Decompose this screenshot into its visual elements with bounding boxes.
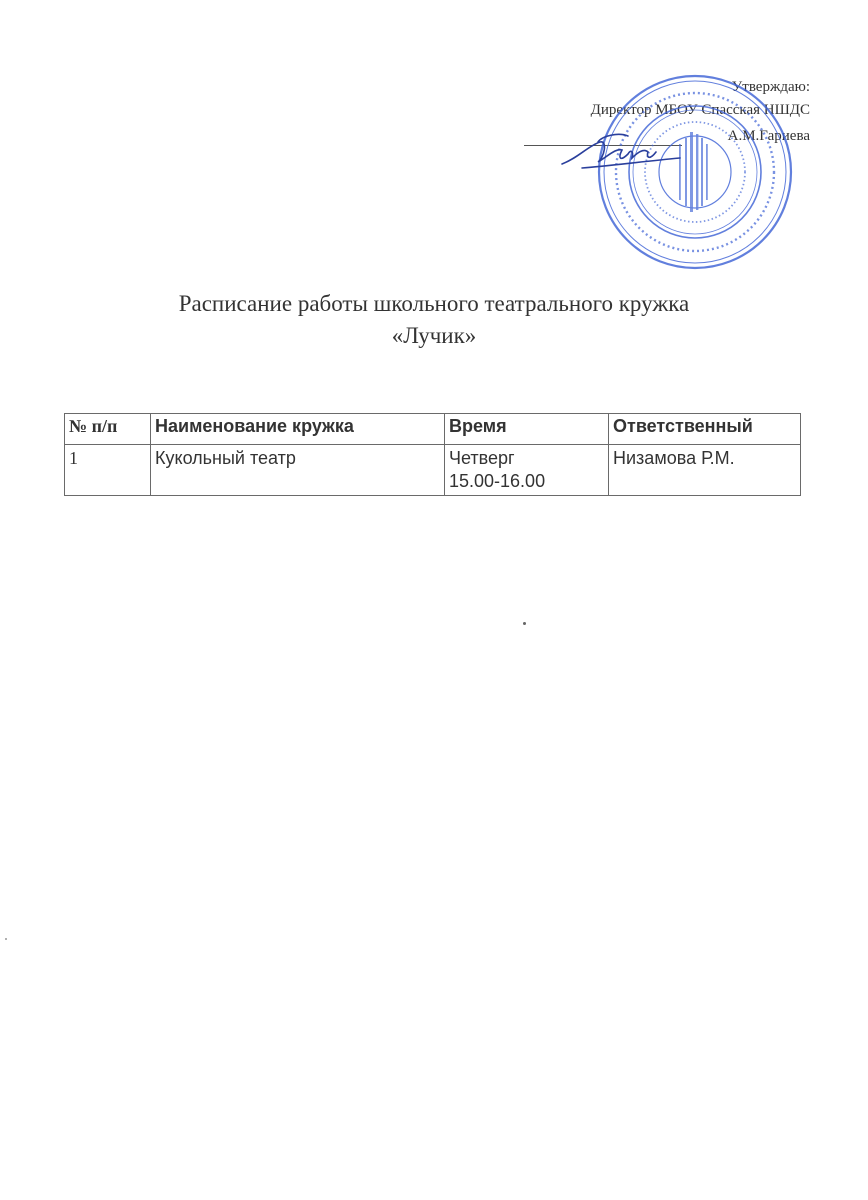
- approval-heading: Утверждаю:: [731, 79, 810, 95]
- document-title: [0, 288, 868, 352]
- cell-time-hours: 15.00-16.00: [449, 471, 546, 491]
- cell-time: [445, 445, 609, 496]
- cell-number: 1: [65, 445, 151, 496]
- stray-dot-mark: [5, 938, 7, 940]
- schedule-table: [64, 413, 801, 496]
- approval-position: Директор МБОУ Спасская НШДС: [590, 102, 810, 119]
- title-line-2: «Лучик»: [391, 323, 477, 348]
- cell-club-name: Кукольный театр: [151, 445, 445, 496]
- approval-name: А.М.Гариева: [727, 127, 810, 144]
- handwritten-signature-icon: [558, 128, 688, 176]
- header-responsible: Ответственный: [609, 414, 801, 445]
- header-number: № п/п: [65, 414, 151, 445]
- table-row: [65, 445, 801, 496]
- header-time: Время: [445, 414, 609, 445]
- header-club-name: Наименование кружка: [151, 414, 445, 445]
- cell-time-day: Четверг: [449, 448, 515, 468]
- stray-dot-mark: [523, 622, 526, 625]
- cell-responsible: Низамова Р.М.: [609, 445, 801, 496]
- title-line-1: Расписание работы школьного театрального кружка: [178, 291, 690, 316]
- table-header-row: [65, 414, 801, 445]
